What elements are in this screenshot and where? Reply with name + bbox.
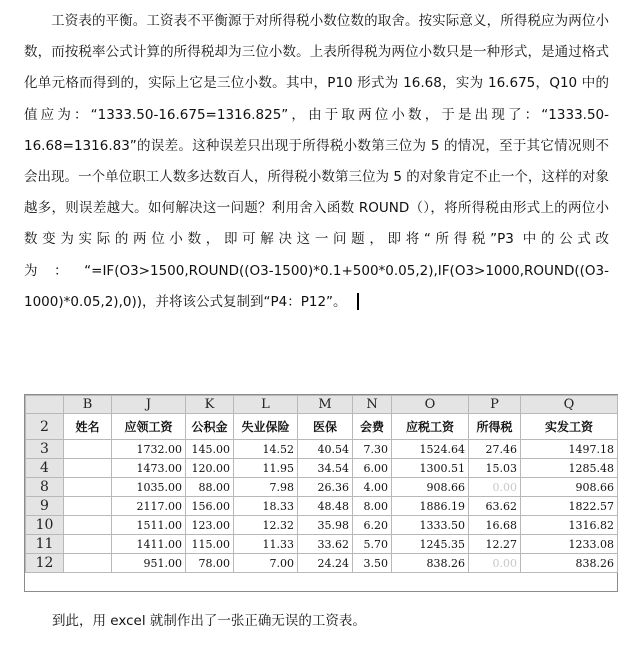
- table-cell[interactable]: 1035.00: [112, 478, 186, 497]
- table-cell[interactable]: 88.00: [186, 478, 234, 497]
- select-all-corner[interactable]: [26, 396, 64, 414]
- table-cell[interactable]: 908.66: [521, 478, 618, 497]
- table-row: [26, 459, 618, 478]
- table-cell[interactable]: 63.62: [469, 497, 521, 516]
- table-cell[interactable]: 16.68: [469, 516, 521, 535]
- salary-table: [25, 395, 618, 573]
- column-header[interactable]: K: [186, 396, 234, 414]
- column-header[interactable]: Q: [521, 396, 618, 414]
- table-cell[interactable]: 35.98: [298, 516, 353, 535]
- row-number[interactable]: 10: [26, 516, 64, 535]
- column-header[interactable]: O: [392, 396, 469, 414]
- table-cell[interactable]: 1411.00: [112, 535, 186, 554]
- table-cell[interactable]: 123.00: [186, 516, 234, 535]
- table-cell[interactable]: 18.33: [234, 497, 298, 516]
- table-cell[interactable]: 8.00: [353, 497, 392, 516]
- table-cell[interactable]: 15.03: [469, 459, 521, 478]
- table-row: [26, 440, 618, 459]
- article-paragraph-text: 工资表的平衡。工资表不平衡源于对所得税小数位数的取舍。按实际意义，所得税应为两位小数，而按税率公式计算的所得税却为三位小数。上表所得税为两位小数只是一种形式，是通过格式化单元格而得到的，实际上它是三位小数。其中，P10 形式为 16.68，实为 16.675，Q10 中的值应为：“1333.50-16.675=1316.825”，由于取两位小数，于是出现了：“1333.50-16.68=1316.83”的误差。这种误差只出现于所得税小数第三位为 5 的情况，至于其它情况则不会出现。一个单位职工人数多达数百人，所得税小数第三位为 5 的对象肯定不止一个，这样的对象越多，则误差越大。如何解决这一问题？利用舍入函数 ROUND（），将所得税由形式上的两位小数变为实际的两位小数，即可解决这一问题，即将“所得税”P3 中的公式改为：“=IF(O3>1500,ROUND((O3-1500)*0.1+500*0.05,2),IF(O3>1000,ROUND((O3-1000)*0.05,2),0))，并将该公式复制到“P4：P12”。: [24, 13, 609, 310]
- table-cell[interactable]: 6.20: [353, 516, 392, 535]
- table-cell[interactable]: 11.33: [234, 535, 298, 554]
- column-header-row: [26, 396, 618, 414]
- row-number[interactable]: 12: [26, 554, 64, 573]
- table-cell[interactable]: 908.66: [392, 478, 469, 497]
- table-cell[interactable]: 48.48: [298, 497, 353, 516]
- table-cell[interactable]: 7.98: [234, 478, 298, 497]
- table-cell[interactable]: 6.00: [353, 459, 392, 478]
- table-cell[interactable]: 34.54: [298, 459, 353, 478]
- table-cell[interactable]: 1285.48: [521, 459, 618, 478]
- header-cell[interactable]: 所得税: [469, 414, 521, 440]
- table-cell[interactable]: 115.00: [186, 535, 234, 554]
- table-cell[interactable]: 4.00: [353, 478, 392, 497]
- table-cell[interactable]: 14.52: [234, 440, 298, 459]
- table-cell[interactable]: 838.26: [521, 554, 618, 573]
- table-cell[interactable]: 951.00: [112, 554, 186, 573]
- row-number[interactable]: 2: [26, 414, 64, 440]
- table-cell[interactable]: 24.24: [298, 554, 353, 573]
- table-cell[interactable]: [64, 440, 112, 459]
- table-row: [26, 554, 618, 573]
- table-row: [26, 478, 618, 497]
- table-cell[interactable]: 1497.18: [521, 440, 618, 459]
- table-cell[interactable]: 2117.00: [112, 497, 186, 516]
- row-number[interactable]: 4: [26, 459, 64, 478]
- column-header[interactable]: L: [234, 396, 298, 414]
- header-cell[interactable]: 姓名: [64, 414, 112, 440]
- table-cell[interactable]: 11.95: [234, 459, 298, 478]
- table-cell[interactable]: 78.00: [186, 554, 234, 573]
- header-cell[interactable]: 应领工资: [112, 414, 186, 440]
- table-cell[interactable]: 0.00: [469, 478, 521, 497]
- table-cell[interactable]: [64, 516, 112, 535]
- table-cell[interactable]: [64, 478, 112, 497]
- column-header[interactable]: B: [64, 396, 112, 414]
- article-conclusion: 到此，用 excel 就制作出了一张正确无误的工资表。: [52, 613, 366, 629]
- header-cell[interactable]: 公积金: [186, 414, 234, 440]
- row-number[interactable]: 11: [26, 535, 64, 554]
- column-header[interactable]: N: [353, 396, 392, 414]
- row-number[interactable]: 3: [26, 440, 64, 459]
- header-cell[interactable]: 会费: [353, 414, 392, 440]
- article-paragraph: [24, 6, 609, 318]
- table-cell[interactable]: 1316.82: [521, 516, 618, 535]
- table-cell[interactable]: 120.00: [186, 459, 234, 478]
- table-row: [26, 516, 618, 535]
- table-cell[interactable]: 1524.64: [392, 440, 469, 459]
- table-cell[interactable]: 27.46: [469, 440, 521, 459]
- table-cell[interactable]: 3.50: [353, 554, 392, 573]
- table-cell[interactable]: 1822.57: [521, 497, 618, 516]
- table-cell[interactable]: 156.00: [186, 497, 234, 516]
- text-cursor: [357, 293, 359, 310]
- table-cell[interactable]: [64, 497, 112, 516]
- header-cell[interactable]: 应税工资: [392, 414, 469, 440]
- table-cell[interactable]: 145.00: [186, 440, 234, 459]
- row-number[interactable]: 9: [26, 497, 64, 516]
- table-cell[interactable]: 26.36: [298, 478, 353, 497]
- table-cell[interactable]: 1511.00: [112, 516, 186, 535]
- header-cell[interactable]: 失业保险: [234, 414, 298, 440]
- table-cell[interactable]: [64, 554, 112, 573]
- header-cell[interactable]: 医保: [298, 414, 353, 440]
- table-cell[interactable]: 1300.51: [392, 459, 469, 478]
- table-row: [26, 497, 618, 516]
- table-cell[interactable]: 7.00: [234, 554, 298, 573]
- table-cell[interactable]: [64, 535, 112, 554]
- column-header[interactable]: M: [298, 396, 353, 414]
- table-cell[interactable]: 5.70: [353, 535, 392, 554]
- spreadsheet: [24, 394, 618, 592]
- table-cell[interactable]: 0.00: [469, 554, 521, 573]
- table-cell[interactable]: 1333.50: [392, 516, 469, 535]
- table-cell[interactable]: 838.26: [392, 554, 469, 573]
- header-cell[interactable]: 实发工资: [521, 414, 618, 440]
- table-cell[interactable]: 1886.19: [392, 497, 469, 516]
- column-header[interactable]: P: [469, 396, 521, 414]
- table-cell[interactable]: 12.32: [234, 516, 298, 535]
- table-cell[interactable]: 1233.08: [521, 535, 618, 554]
- column-header[interactable]: J: [112, 396, 186, 414]
- table-row: [26, 535, 618, 554]
- table-header-row: [26, 414, 618, 440]
- table-cell[interactable]: 1732.00: [112, 440, 186, 459]
- row-number[interactable]: 8: [26, 478, 64, 497]
- table-cell[interactable]: 40.54: [298, 440, 353, 459]
- table-cell[interactable]: 33.62: [298, 535, 353, 554]
- table-cell[interactable]: 1473.00: [112, 459, 186, 478]
- table-cell[interactable]: 1245.35: [392, 535, 469, 554]
- table-cell[interactable]: 12.27: [469, 535, 521, 554]
- table-cell[interactable]: [64, 459, 112, 478]
- table-cell[interactable]: 7.30: [353, 440, 392, 459]
